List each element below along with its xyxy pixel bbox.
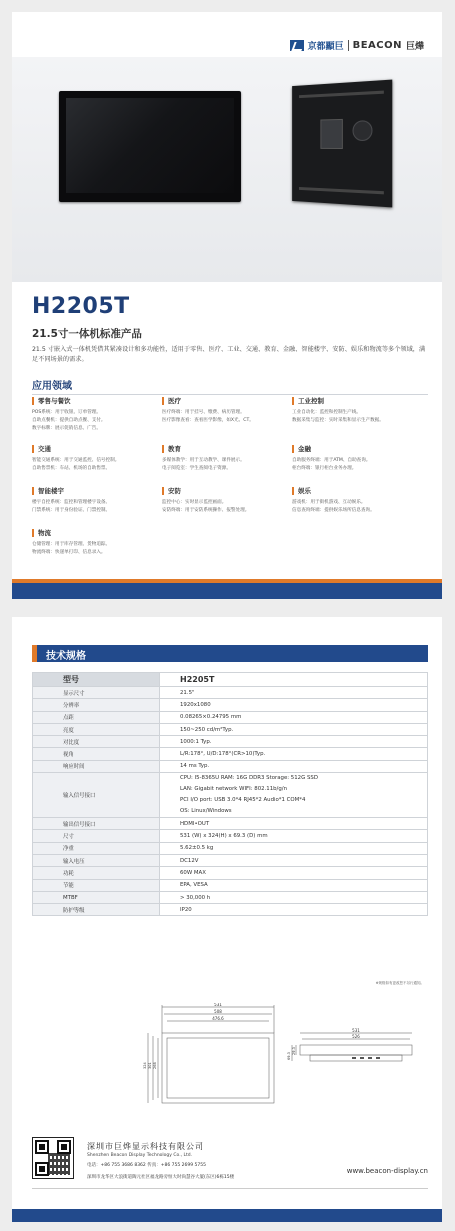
app-logistics	[32, 528, 162, 557]
app-line: 游戏机：用于街机游戏、互动娱乐。	[292, 500, 366, 505]
specs-heading-bar	[32, 645, 428, 662]
spec-value: 531 (W) x 324(H) x 69.3 (D) mm	[160, 830, 428, 842]
specs-heading-accent	[32, 645, 37, 662]
app-line: 医疗终端：用于挂号、缴费、病历管理。	[162, 410, 245, 415]
company-name-en: Shenzhen Beacon Display Technology Co., Ltd.	[87, 1153, 193, 1158]
spec-key: 输入信号接口	[33, 773, 160, 818]
company-address: 深圳市龙华区大浪街道陶元社区福龙路旁恒大时尚慧谷大厦(东区)6栋15楼	[87, 1175, 235, 1180]
brochure-page-back	[12, 617, 442, 1222]
app-line: 物流终端：快递单打印、信息录入。	[32, 550, 106, 555]
spec-value: 0.08265×0.24795 mm	[160, 711, 428, 723]
dim-label: 531	[352, 1028, 360, 1033]
back-rail	[299, 91, 384, 99]
table-row	[33, 891, 428, 903]
app-title: 智能楼宇	[32, 486, 162, 495]
brand-logo	[290, 39, 424, 52]
monitor-back-image	[292, 80, 392, 208]
app-smart-building	[32, 486, 162, 515]
table-row	[33, 699, 428, 711]
app-line: 医疗影像查看：查看医学影像，如X光、CT。	[162, 418, 254, 423]
app-line: 自助售票机：车站、机场的自助售票。	[32, 466, 111, 471]
side-view-outline	[300, 1045, 412, 1055]
app-education	[162, 444, 292, 473]
app-line: 自助服务终端：用于ATM、自助查询。	[292, 458, 371, 463]
spec-value: 1920x1080	[160, 699, 428, 711]
company-contact: 电话：+86 755 3686 8362 传真：+86 755 2699 5755	[87, 1163, 206, 1168]
specs-footnote: ※规格如有更改恕不另行通知。	[375, 981, 424, 985]
product-intro	[32, 294, 428, 395]
product-description: 21.5 寸嵌入式一体机凭借其紧凑设计和多功能性，适用于零售、医疗、工业、交通、教育、金融、智能楼宇、安防、娱乐和物流等多个领域，满足不同场景的需求。	[32, 346, 426, 363]
table-row	[33, 736, 428, 748]
app-finance	[292, 444, 422, 473]
app-title: 工业控制	[292, 396, 422, 405]
app-title: 金融	[292, 444, 422, 453]
app-security	[162, 486, 292, 515]
app-retail	[32, 396, 162, 433]
product-subtitle: 21.5寸一体机标准产品	[32, 328, 142, 340]
app-line: 仓储管理：用于库存管理、货物追踪。	[32, 542, 111, 547]
monitor-screen	[66, 98, 234, 193]
specs-header-row	[33, 673, 428, 687]
dim-label: 476.6	[212, 1016, 224, 1021]
company-name-cn: 深圳市巨烨显示科技有限公司	[87, 1142, 204, 1151]
spec-key: 型号	[33, 673, 160, 687]
app-line: 柜台终端：银行柜台业务办理。	[292, 466, 357, 471]
app-line: 楼宇自控系统：监控和管理楼宇设备。	[32, 500, 111, 505]
app-line: POS系统：用于收银、订单管理。	[32, 410, 102, 415]
dimension-drawing	[142, 1003, 432, 1123]
dim-label: 301	[148, 1062, 152, 1069]
dim-label: 29.3	[292, 1047, 296, 1055]
spec-key: 净重	[33, 842, 160, 854]
spec-key: 防护等级	[33, 904, 160, 916]
app-line: 工业自动化：监控和控制生产线。	[292, 410, 361, 415]
company-website-link[interactable]: www.beacon-display.cn	[346, 1167, 428, 1175]
front-view-screen	[167, 1038, 269, 1098]
spec-value-line: OS: Linux/Windows	[180, 808, 232, 815]
logo-cn-text: 京都顯巨	[307, 42, 344, 52]
app-line: 门禁系统：用于身份验证、门禁控制。	[32, 508, 111, 513]
app-line: 电子阅览室：学生查阅电子资源。	[162, 466, 231, 471]
company-footer	[32, 1137, 428, 1199]
spec-value-line: PCI I/O port: USB 3.0*4 RJ45*2 Audio*1 COM*4	[180, 797, 306, 804]
dim-label: 69.3	[287, 1052, 291, 1060]
app-line: 数字标牌：展示促销信息、广告。	[32, 426, 101, 431]
back-fan-icon	[353, 120, 373, 141]
spec-key: 尺寸	[33, 830, 160, 842]
app-line: 自助点餐机：提供自助点餐、支付。	[32, 418, 106, 423]
side-view-ports	[352, 1057, 380, 1059]
table-row	[33, 854, 428, 866]
accent-stripe-blue	[12, 583, 442, 599]
dim-label: 526	[352, 1034, 360, 1039]
spec-value: 14 ms Typ.	[160, 760, 428, 772]
table-row	[33, 830, 428, 842]
dim-label: 531	[214, 1003, 222, 1007]
front-view-outline	[162, 1033, 274, 1103]
table-row	[33, 879, 428, 891]
spec-key: 视角	[33, 748, 160, 760]
spec-value: H2205T	[160, 673, 428, 687]
spec-value: > 30,000 h	[160, 891, 428, 903]
spec-value: DC12V	[160, 854, 428, 866]
app-line: 智能交通系统：用于交通监控、信号控制。	[32, 458, 120, 463]
applications-heading: 应用领域	[32, 381, 72, 392]
app-industrial	[292, 396, 422, 425]
section-divider	[32, 394, 428, 395]
app-medical	[162, 396, 292, 425]
app-transport	[32, 444, 162, 473]
spec-key: 分辨率	[33, 699, 160, 711]
spec-key: MTBF	[33, 891, 160, 903]
spec-value: L/R:178°, U/D:178°(CR>10)Typ.	[160, 748, 428, 760]
spec-key: 亮度	[33, 723, 160, 735]
footer-divider	[32, 1188, 428, 1189]
spec-key: 输出信号接口	[33, 818, 160, 830]
accent-stripe-blue	[12, 1209, 442, 1222]
spec-value: 21.5"	[160, 687, 428, 699]
app-title: 医疗	[162, 396, 292, 405]
app-line: 多媒体教学：用于互动教学、课件展示。	[162, 458, 245, 463]
app-title: 安防	[162, 486, 292, 495]
dim-label: 508	[214, 1009, 222, 1014]
specs-heading: 技术规格	[46, 651, 86, 662]
app-line: 安防终端：用于安防系统操作、报警处理。	[162, 508, 250, 513]
table-row	[33, 687, 428, 699]
spec-value: 1000:1 Typ.	[160, 736, 428, 748]
spec-value-multiline	[160, 773, 428, 818]
app-title: 娱乐	[292, 486, 422, 495]
spec-key: 输入电压	[33, 854, 160, 866]
table-row	[33, 773, 428, 818]
logo-mark-icon	[290, 40, 304, 51]
app-title: 教育	[162, 444, 292, 453]
spec-value-line: CPU: I5-8365U RAM: 16G DDR3 Storage: 512G SSD	[180, 775, 318, 782]
spec-key: 功耗	[33, 867, 160, 879]
brochure-page-front	[12, 12, 442, 599]
app-title: 交通	[32, 444, 162, 453]
table-row	[33, 723, 428, 735]
spec-value: 5.62±0.5 kg	[160, 842, 428, 854]
back-rail-bottom	[299, 187, 384, 194]
product-hero-image	[12, 57, 442, 282]
back-io-plate	[320, 119, 342, 149]
spec-value: IP20	[160, 904, 428, 916]
table-row	[33, 748, 428, 760]
app-title: 物流	[32, 528, 162, 537]
table-row	[33, 711, 428, 723]
app-line: 数据采集与监控：实时采集和显示生产数据。	[292, 418, 384, 423]
spec-key: 响应时间	[33, 760, 160, 772]
spec-value-line: LAN: Gigabit network WIFI: 802.11b/g/n	[180, 786, 288, 793]
table-row	[33, 842, 428, 854]
logo-separator	[348, 40, 349, 51]
dim-label: 268	[153, 1062, 157, 1069]
app-line: 信息查询终端：提供娱乐场所信息查询。	[292, 508, 375, 513]
specs-table	[32, 672, 428, 916]
spec-key: 点距	[33, 711, 160, 723]
table-row	[33, 867, 428, 879]
table-row	[33, 818, 428, 830]
logo-en-text: BEACON	[352, 40, 402, 51]
spec-key: 节能	[33, 879, 160, 891]
table-row	[33, 760, 428, 772]
app-line: 监控中心：实时显示监控画面。	[162, 500, 227, 505]
spec-key: 显示尺寸	[33, 687, 160, 699]
table-row	[33, 904, 428, 916]
logo-en-suffix: 巨燁	[405, 42, 424, 52]
app-entertainment	[292, 486, 422, 515]
spec-key: 对比度	[33, 736, 160, 748]
spec-value: HDMI•OUT	[160, 818, 428, 830]
qr-code-icon	[32, 1137, 74, 1179]
spec-value: EPA, VESA	[160, 879, 428, 891]
monitor-front-image	[59, 91, 241, 202]
spec-value: 150~250 cd/m²Typ.	[160, 723, 428, 735]
product-model-title: H2205T	[32, 294, 130, 319]
spec-value: 60W MAX	[160, 867, 428, 879]
app-title: 零售与餐饮	[32, 396, 162, 405]
dim-label: 324	[143, 1062, 147, 1069]
